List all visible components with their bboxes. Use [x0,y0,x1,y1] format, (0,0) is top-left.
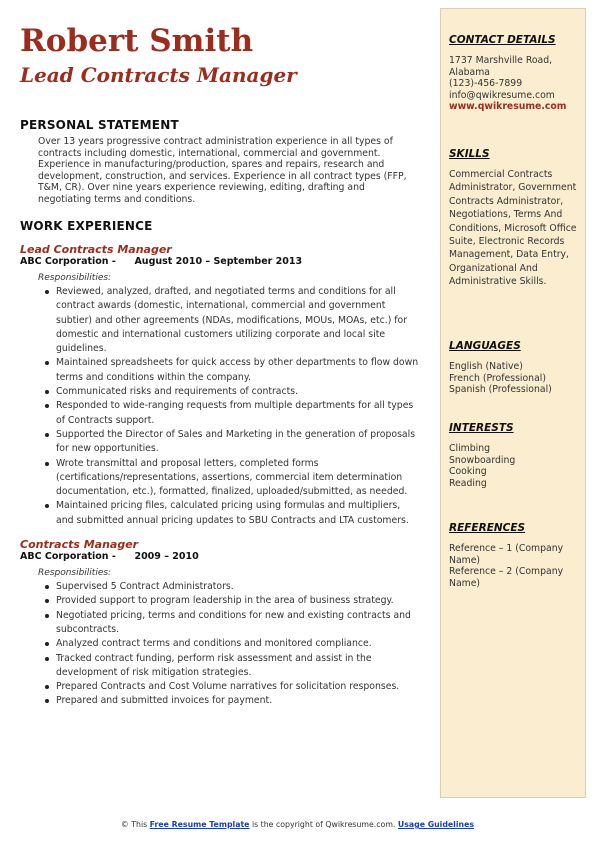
skills-text: Commercial Contracts Administrator, Government Contracts Administrator, Negotiations, Terms And Conditions, Microsoft Office Suite, Electronic Records Management, Data Entry, Organizational And Administrative Skills. [449,169,577,288]
sidebar [440,8,586,798]
list-item: Snowboarding [449,454,516,466]
job-dates: 2009 – 2010 [134,551,199,563]
contact-details [449,55,583,113]
list-item: Supported the Director of Sales and Marketing in the generation of proposals for new opportunities. [56,428,420,457]
list-item: Analyzed contract terms and conditions and monitored compliance. [56,637,420,651]
footer [0,820,595,829]
languages-heading: LANGUAGES [449,340,521,352]
list-item: Tracked contract funding, perform risk assessment and assist in the development of risk mitigation strategies. [56,652,420,681]
main-column [20,22,420,709]
job-title: Lead Contracts Manager [20,243,172,256]
job-company: ABC Corporation - [20,551,116,563]
candidate-name: Robert Smith [20,23,254,59]
references-heading: REFERENCES [449,522,526,534]
responsibilities-list [20,580,420,709]
contact-address: 1737 Marshville Road, Alabama [449,55,553,78]
list-item: Responded to wide-ranging requests from multiple departments for all types of Contracts support. [56,399,420,428]
interests-heading: INTERESTS [449,422,514,434]
usage-guidelines-link[interactable]: Usage Guidelines [397,820,475,829]
footer-middle: is the copyright of Qwikresume.com. [249,820,398,829]
interests-list [449,443,583,489]
contact-phone[interactable]: (123)-456-7899 [449,78,523,89]
references-list [449,543,583,589]
list-item: Maintained spreadsheets for quick access by other departments to flow down terms and conditions within the company. [56,356,420,385]
list-item: French (Professional) [449,372,546,384]
responsibilities-label: Responsibilities: [38,568,112,579]
contact-website[interactable]: www.qwikresume.com [449,101,567,112]
list-item: Spanish (Professional) [449,384,552,395]
languages-list [449,361,583,396]
list-item: Communicated risks and requirements of contracts. [56,385,420,399]
job-company: ABC Corporation - [20,256,116,267]
list-item: Prepared and submitted invoices for payment. [56,694,420,708]
list-item: Provided support to program leadership in the area of business strategy. [56,594,420,608]
list-item: Reference – 2 (Company Name) [449,566,564,589]
skills-heading: SKILLS [449,148,490,160]
free-resume-template-link[interactable]: Free Resume Template [149,820,250,829]
job-dates: August 2010 – September 2013 [134,256,303,267]
responsibilities-label: Responsibilities: [38,273,112,283]
list-item: Prepared Contracts and Cost Volume narratives for solicitation responses. [56,680,420,694]
work-experience-heading: WORK EXPERIENCE [20,219,153,233]
footer-prefix: © This [120,820,150,829]
list-item: Supervised 5 Contract Administrators. [56,580,420,594]
list-item: English (Native) [449,361,523,372]
list-item: Negotiated pricing, terms and conditions for new and existing contracts and subcontracts. [56,609,420,638]
personal-statement-heading: PERSONAL STATEMENT [20,118,179,132]
contact-email[interactable]: info@qwikresume.com [449,89,555,101]
list-item: Climbing [449,443,490,454]
list-item: Reference – 1 (Company Name) [449,543,564,566]
candidate-title: Lead Contracts Manager [20,63,297,87]
contact-heading: CONTACT DETAILS [449,34,556,46]
job-title: Contracts Manager [20,538,139,552]
job-company-line [20,551,420,563]
job-entry [20,243,420,528]
list-item: Wrote transmittal and proposal letters, completed forms (certifications/representations, assertions, commercial item determination documentation, etc.), formatted, finalized, uploaded/submitted, as needed. [56,457,420,500]
list-item: Reading [449,477,487,489]
list-item: Cooking [449,466,487,477]
responsibilities-list [20,285,420,528]
list-item: Maintained pricing files, calculated pricing using formulas and multipliers, and submitted annual pricing updates to SBU Contracts and LTA customers. [56,499,420,528]
job-entry [20,538,420,709]
personal-statement-text: Over 13 years progressive contract administration experience in all types of contracts including domestic, international, commercial and government. Experience in manufacturing/production, spares and repairs, research and development, construction, and services. Experience in all contract types (FFP, T&M, CR). Over nine years experience reviewing, editing, drafting and negotiating terms and conditions. [38,136,407,205]
list-item: Reviewed, analyzed, drafted, and negotiated terms and conditions for all contract awards (domestic, international, commercial and government subtier) and other agreements (NDAs, modifications, MOUs, MOAs, etc.) for domestic and international customers utilizing corporate and local site guidelines. [56,285,420,356]
job-company-line [20,256,420,268]
